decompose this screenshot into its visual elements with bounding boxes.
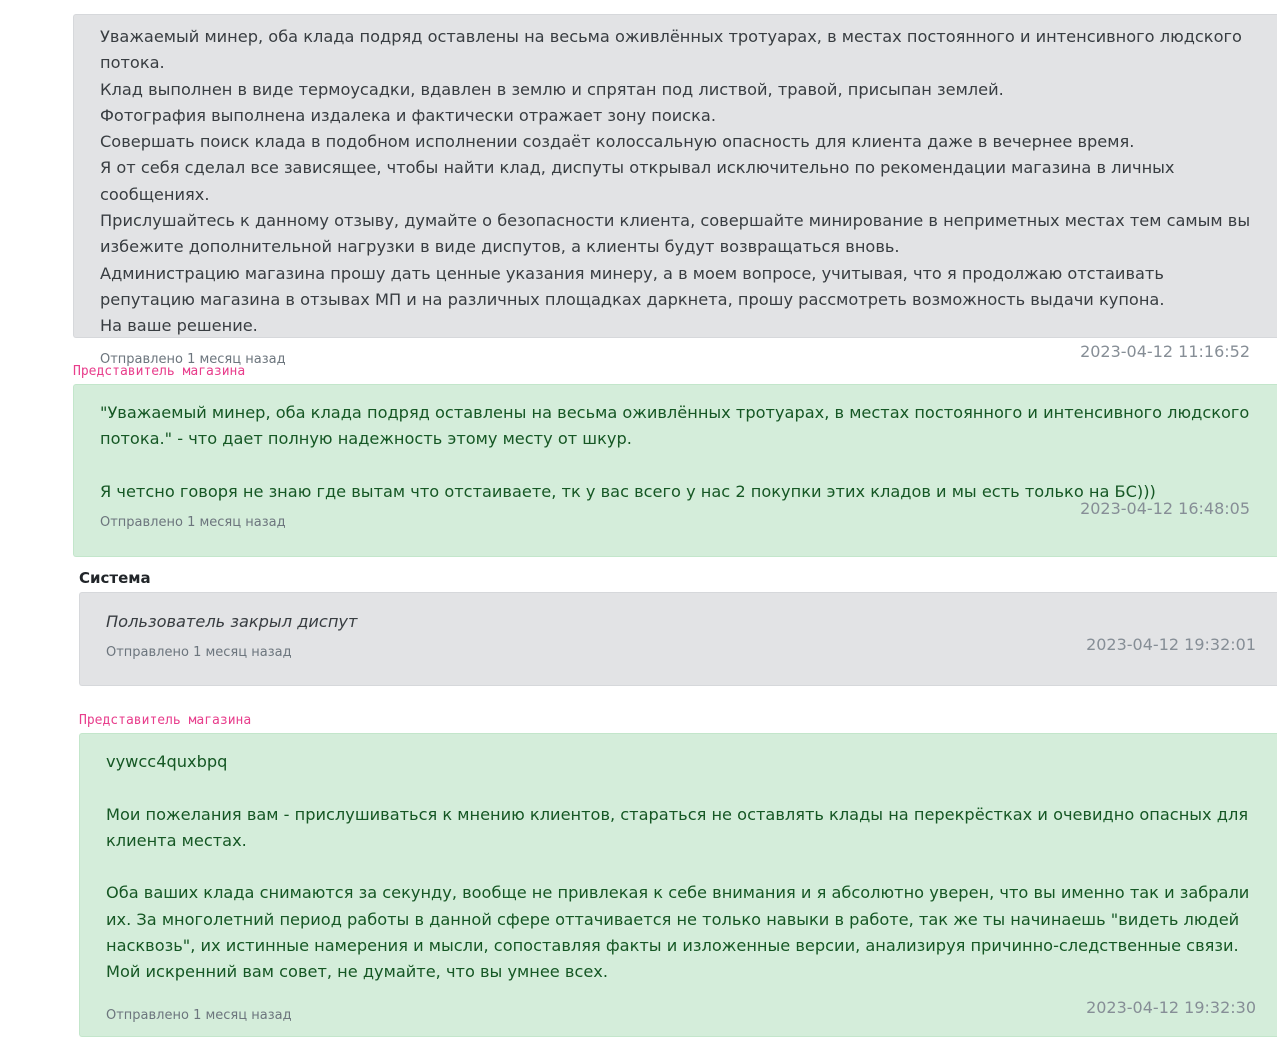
message-timestamp: 2023-04-12 16:48:05 <box>1080 499 1250 519</box>
message-timestamp: 2023-04-12 11:16:52 <box>1080 341 1250 361</box>
message-client <box>73 14 1277 367</box>
sent-relative-time: Отправлено 1 месяц назад <box>100 515 286 531</box>
message-footer <box>100 499 1277 545</box>
sent-relative-time: Отправлено 1 месяц назад <box>106 645 292 661</box>
message-timestamp: 2023-04-12 19:32:01 <box>1086 635 1256 655</box>
author-label-shop: Представитель магазина <box>73 364 246 379</box>
message-system <box>79 592 1277 686</box>
message-footer <box>100 340 1277 380</box>
message-footer <box>106 635 1277 675</box>
message-footer <box>106 986 1277 1026</box>
sent-relative-time: Отправлено 1 месяц назад <box>100 351 286 367</box>
author-label-system: Система <box>79 569 151 587</box>
message-shop <box>73 384 1277 557</box>
message-timestamp: 2023-04-12 19:32:30 <box>1086 997 1256 1017</box>
sent-relative-time: Отправлено 1 месяц назад <box>106 1007 292 1023</box>
message-shop <box>79 733 1277 1037</box>
message-text: "Уважаемый минер, оба клада подряд оставлены на весьма оживлённых тротуарах, в местах постоянного и интенсивного людского потока." - что дает полную надежность этому месту от шкур. Я четсно говоря не знаю где вытам что отстаиваете, тк у вас всего у нас 2 покупки этих кладов и мы есть только на БС))) <box>100 403 1250 501</box>
message-text: Пользователь закрыл диспут <box>106 612 358 631</box>
message-text: Уважаемый минер, оба клада подряд оставлены на весьма оживлённых тротуарах, в местах постоянного и интенсивного людского потока. Клад выполнен в виде термоусадки, вдавлен в землю и спрятан под листвой, травой, присыпан землей. Фотография выполнена издалека и фактически отражает зону поиска. Совершать поиск клада в подобном исполнении создаёт колоссальную опасность для клиента даже в вечернее время. Я от себя сделал все зависящее, чтобы найти клад, диспуты открывал исключительно по рекомендации магазина в личных сообщениях. Прислушайтесь к данному отзыву, думайте о безопасности клиента, совершайте минирование в неприметных местах тем самым вы избежите дополнительной нагрузки в виде диспутов, а клиенты будут возвращаться вновь. Администрацию магазина прошу дать ценные указания минеру, а в моем вопросе, учитывая, что я продолжаю отстаивать репутацию магазина в отзывах МП и на различных площадках даркнета, прошу рассмотреть возможность выдачи купона. На ваше решение. <box>100 27 1251 336</box>
author-label-shop: Представитель магазина <box>79 713 252 728</box>
message-text: vywcc4quxbpq Мои пожелания вам - прислушиваться к мнению клиентов, стараться не оставлять клады на перекрёстках и очевидно опасных для клиента местах. Оба ваших клада снимаются за секунду, вообще не привлекая к себе внимания и я абсолютно уверен, что вы именно так и забрали их. За многолетний период работы в данной сфере оттачивается не только навыки в работе, так же ты начинаешь "видеть людей насквозь", их истинные намерения и мысли, сопоставляя факты и изложенные версии, анализируя причинно-следственные связи. Мой искренний вам совет, не думайте, что вы умнее всех. <box>106 752 1250 982</box>
